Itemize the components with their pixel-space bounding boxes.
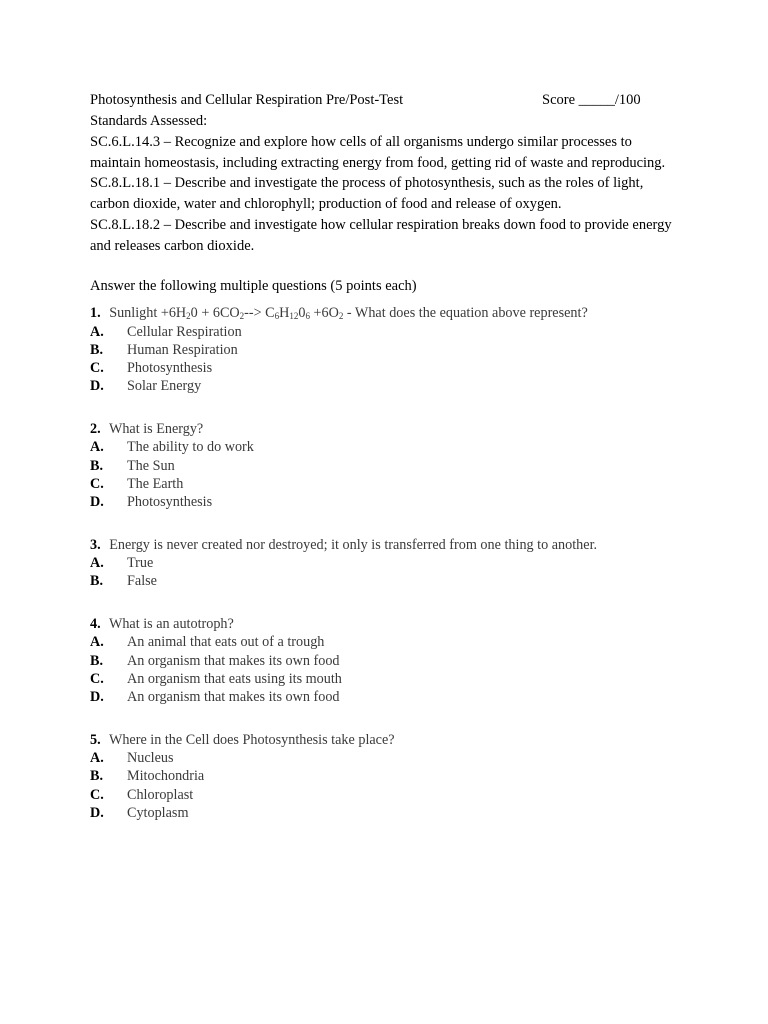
page-title: Photosynthesis and Cellular Respiration Pre/Post-Test bbox=[90, 92, 404, 108]
option-letter: D. bbox=[90, 493, 104, 510]
option-text: An organism that makes its own food bbox=[127, 689, 340, 706]
answer-option[interactable] bbox=[90, 323, 680, 341]
question-4 bbox=[90, 615, 680, 706]
question-stem bbox=[90, 420, 680, 438]
option-text: An organism that makes its own food bbox=[127, 652, 340, 669]
option-letter: B. bbox=[90, 341, 104, 358]
answer-option[interactable] bbox=[90, 670, 680, 688]
question-number: 1. bbox=[90, 304, 101, 321]
option-letter: C. bbox=[90, 786, 104, 803]
standard-item: SC.8.L.18.2 – Describe and investigate how cellular respiration breaks down food to provide energy and releases carbon dioxide. bbox=[90, 216, 672, 254]
question-number: 3. bbox=[90, 537, 101, 554]
equation-subscript: 12 bbox=[289, 310, 299, 321]
question-number: 2. bbox=[90, 421, 101, 438]
option-text: Solar Energy bbox=[127, 378, 202, 395]
question-number: 4. bbox=[90, 616, 101, 633]
equation-subscript: 2 bbox=[239, 310, 245, 321]
question-3 bbox=[90, 536, 680, 590]
question-text: What is Energy? bbox=[108, 421, 204, 438]
equation-part: 0 + 6CO bbox=[190, 304, 240, 321]
equation-part: +6O bbox=[309, 304, 339, 321]
question-stem bbox=[90, 536, 680, 554]
answer-option[interactable] bbox=[90, 786, 680, 804]
question-2 bbox=[90, 420, 680, 511]
answer-option[interactable] bbox=[90, 457, 680, 475]
standards-heading: Standards Assessed: bbox=[90, 113, 208, 129]
option-text: Cytoplasm bbox=[127, 804, 189, 821]
question-1 bbox=[90, 304, 680, 396]
question-stem bbox=[90, 304, 680, 323]
option-text: The Sun bbox=[127, 457, 175, 474]
option-letter: C. bbox=[90, 475, 104, 492]
option-text: Nucleus bbox=[127, 750, 174, 767]
option-letter: A. bbox=[90, 439, 104, 456]
option-text: Photosynthesis bbox=[127, 359, 213, 376]
instructions: Answer the following multiple questions (5 points each) bbox=[90, 277, 417, 294]
answer-option[interactable] bbox=[90, 475, 680, 493]
answer-option[interactable] bbox=[90, 652, 680, 670]
option-letter: A. bbox=[90, 555, 104, 572]
option-text: An organism that eats using its mouth bbox=[127, 670, 342, 687]
question-text: What is an autotroph? bbox=[108, 616, 234, 633]
option-text: Photosynthesis bbox=[127, 493, 213, 510]
option-text: Chloroplast bbox=[127, 786, 194, 803]
option-letter: D. bbox=[90, 804, 104, 821]
option-text: Mitochondria bbox=[127, 768, 205, 785]
question-text: Energy is never created nor destroyed; it only is transferred from one thing to another. bbox=[109, 537, 598, 554]
answer-option[interactable] bbox=[90, 572, 680, 590]
equation-part: --> C bbox=[244, 304, 275, 321]
answer-option[interactable] bbox=[90, 688, 680, 706]
equation-subscript: 6 bbox=[305, 310, 310, 321]
option-letter: A. bbox=[90, 750, 104, 767]
answer-option[interactable] bbox=[90, 767, 680, 785]
option-text: Cellular Respiration bbox=[127, 323, 242, 340]
equation-part: H bbox=[279, 304, 290, 321]
option-letter: B. bbox=[90, 573, 104, 590]
question-5 bbox=[90, 731, 680, 822]
answer-option[interactable] bbox=[90, 749, 680, 767]
question-stem bbox=[90, 615, 680, 633]
answer-option[interactable] bbox=[90, 438, 680, 456]
answer-option[interactable] bbox=[90, 633, 680, 651]
equation-subscript: 2 bbox=[186, 310, 191, 321]
test-page bbox=[90, 90, 680, 847]
option-letter: C. bbox=[90, 670, 104, 687]
option-text: The ability to do work bbox=[127, 439, 254, 456]
score-field: Score _____/100 bbox=[542, 92, 641, 108]
option-letter: D. bbox=[90, 689, 104, 706]
option-text: The Earth bbox=[127, 475, 184, 492]
option-text: An animal that eats out of a trough bbox=[127, 634, 325, 651]
answer-option[interactable] bbox=[90, 493, 680, 511]
option-letter: A. bbox=[90, 634, 104, 651]
option-letter: B. bbox=[90, 457, 104, 474]
equation-part: Sunlight +6H bbox=[109, 304, 187, 321]
option-text: True bbox=[127, 555, 154, 572]
option-letter: D. bbox=[90, 378, 104, 395]
equation-subscript: 2 bbox=[338, 310, 344, 321]
question-number: 5. bbox=[90, 732, 101, 749]
equation-part: - What does the equation above represent? bbox=[343, 304, 588, 321]
option-letter: C. bbox=[90, 359, 104, 376]
answer-option[interactable] bbox=[90, 804, 680, 822]
option-letter: B. bbox=[90, 768, 104, 785]
answer-option[interactable] bbox=[90, 377, 680, 395]
answer-option[interactable] bbox=[90, 554, 680, 572]
equation-subscript: 6 bbox=[274, 310, 280, 321]
question-stem bbox=[90, 731, 680, 749]
answer-option[interactable] bbox=[90, 359, 680, 377]
question-text: Where in the Cell does Photosynthesis take place? bbox=[108, 732, 395, 749]
option-letter: B. bbox=[90, 652, 104, 669]
equation-part: 0 bbox=[298, 304, 306, 321]
option-text: Human Respiration bbox=[127, 341, 238, 358]
option-text: False bbox=[127, 573, 157, 590]
option-letter: A. bbox=[90, 323, 104, 340]
answer-option[interactable] bbox=[90, 341, 680, 359]
header bbox=[90, 90, 680, 111]
standard-item: SC.6.L.14.3 – Recognize and explore how cells of all organisms undergo similar processes to maintain homeostasis, including extracting energy from food, getting rid of waste and reproducing. bbox=[90, 133, 666, 171]
standard-item: SC.8.L.18.1 – Describe and investigate the process of photosynthesis, such as the roles of light, carbon dioxide, water and chlorophyll; production of food and release of oxygen. bbox=[90, 175, 644, 213]
